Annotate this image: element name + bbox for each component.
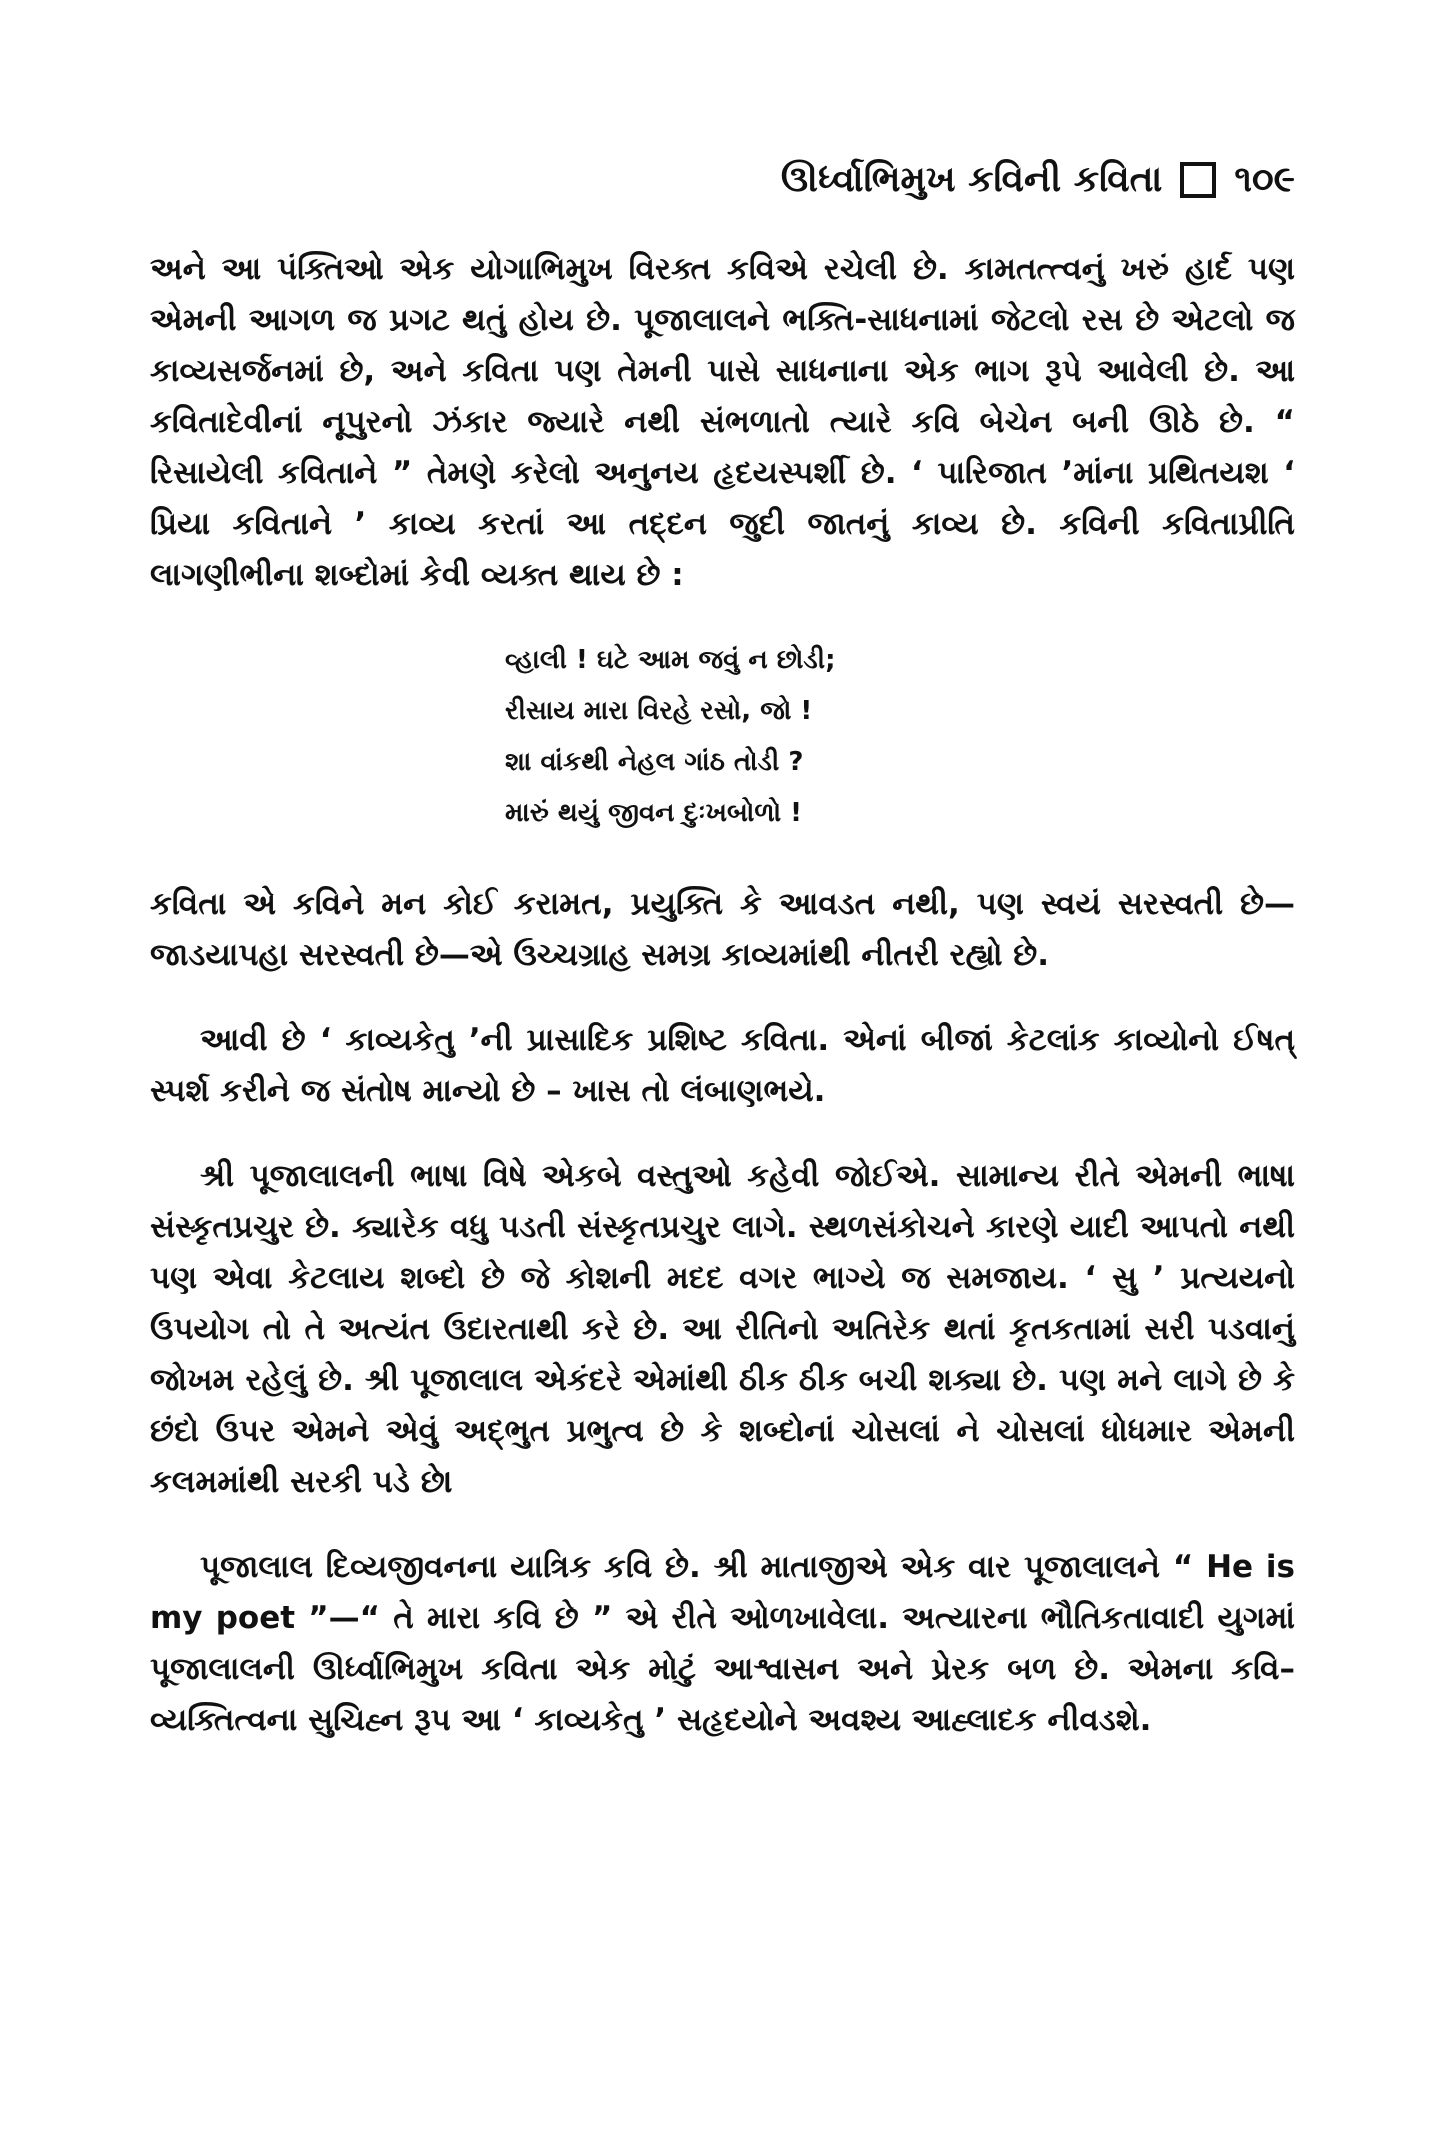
book-page <box>150 150 1295 1780</box>
page-number: ૧૦૯ <box>1234 159 1295 200</box>
verse-line-2: રીસાય મારા વિરહે રસો, જો ! <box>505 696 813 726</box>
paragraph-4: શ્રી પૂજાલાલની ભાષા વિષે એકબે વસ્તુઓ કહેવી જોઈએ. સામાન્ય રીતે એમની ભાષા સંસ્કૃતપ્રચુર છે. ક્યારેક વધુ પડતી સંસ્કૃતપ્રચુર લાગે. સ્થળસંકોચને કારણે યાદી આપતો નથી પણ એવા કેટલાય શબ્દો છે જે કોશની મદદ વગર ભાગ્યે જ સમજાય. ‘ સુ ’ પ્રત્યયનો ઉપયોગ તો તે અત્યંત ઉદારતાથી કરે છે. આ રીતિનો અતિરેક થતાં કૃતકતામાં સરી પડવાનું જોખમ રહેલું છે. શ્રી પૂજાલાલ એકંદરે એમાંથી ઠીક ઠીક બચી શક્યા છે. પણ મને લાગે છે કે છંદો ઉપર એમને એવું અદ્‌ભુત પ્રભુત્વ છે કે શબ્દોનાં ચોસલાં ને ચોસલાં ધોધમાર એમની કલમમાંથી સરકી પડે છે। <box>150 1158 1295 1500</box>
paragraph-3: આવી છે ‘ કાવ્યકેતુ ’ની પ્રાસાદિક પ્રશિષ્ટ કવિતા. એનાં બીજાં કેટલાંક કાવ્યોનો ઈષત્ સ્પર્શ કરીને જ સંતોષ માન્યો છે – ખાસ તો લંબાણભયે. <box>150 1022 1295 1109</box>
running-header <box>150 150 1295 210</box>
verse-line-4: મારું થયું જીવન દુઃખબોળો ! <box>505 798 803 828</box>
verse-line-1: વ્હાલી ! ઘટે આમ જવું ન છોડી; <box>505 645 836 675</box>
paragraph-2: કવિતા એ કવિને મન કોઈ કરામત, પ્રયુક્તિ કે આવડત નથી, પણ સ્વયં સરસ્વતી છે—જાડયાપહા સરસ્વતી છે—એ ઉચ્ચગ્રાહ સમગ્ર કાવ્યમાંથી નીતરી રહ્યો છે. <box>150 886 1295 973</box>
running-header-title: ઊર્ધ્વાભિમુખ કવિની કવિતા <box>780 159 1163 200</box>
paragraph-1: અને આ પંક્તિઓ એક યોગાભિમુખ વિરક્ત કવિએ રચેલી છે. કામતત્ત્વનું ખરું હાર્દ પણ એમની આગળ જ પ્રગટ થતું હોય છે. પૂજાલાલને ભક્તિ-સાધનામાં જેટલો રસ છે એટલો જ કાવ્યસર્જનમાં છે, અને કવિતા પણ તેમની પાસે સાધનાના એક ભાગ રૂપે આવેલી છે. આ કવિતાદેવીનાં નૂપુરનો ઝંકાર જ્યારે નથી સંભળાતો ત્યારે કવિ બેચેન બની ઊઠે છે. “ રિસાયેલી કવિતાને ” તેમણે કરેલો અનુનય હૃદયસ્પર્શી છે. ‘ પારિજાત ’માંના પ્રથિતયશ ‘ પ્રિયા કવિતાને ’ કાવ્ય કરતાં આ તદ્દન જુદી જાતનું કાવ્ય છે. કવિની કવિતાપ્રીતિ લાગણીભીના શબ્દોમાં કેવી વ્યક્ત થાય છે : <box>150 251 1295 593</box>
verse-line-3: શા વાંકથી નેહલ ગાંઠ તોડી ? <box>505 747 804 777</box>
paragraph-5: પૂજાલાલ દિવ્યજીવનના યાત્રિક કવિ છે. શ્રી માતાજીએ એક વાર પૂજાલાલને “ He is my poet ”—“ તે મારા કવિ છે ” એ રીતે ઓળખાવેલા. અત્યારના ભૌતિકતાવાદી યુગમાં પૂજાલાલની ઊર્ધ્વાભિમુખ કવિતા એક મોટું આશ્વાસન અને પ્રેરક બળ છે. એમના કવિ–વ્યક્તિત્વના સુચિહ્ન રૂપ આ ‘ કાવ્યકેતુ ’ સહૃદયોને અવશ્ય આહ્લાદક નીવડશે. <box>150 1549 1295 1738</box>
verse-block <box>505 635 1295 839</box>
header-box-ornament <box>1180 162 1216 198</box>
